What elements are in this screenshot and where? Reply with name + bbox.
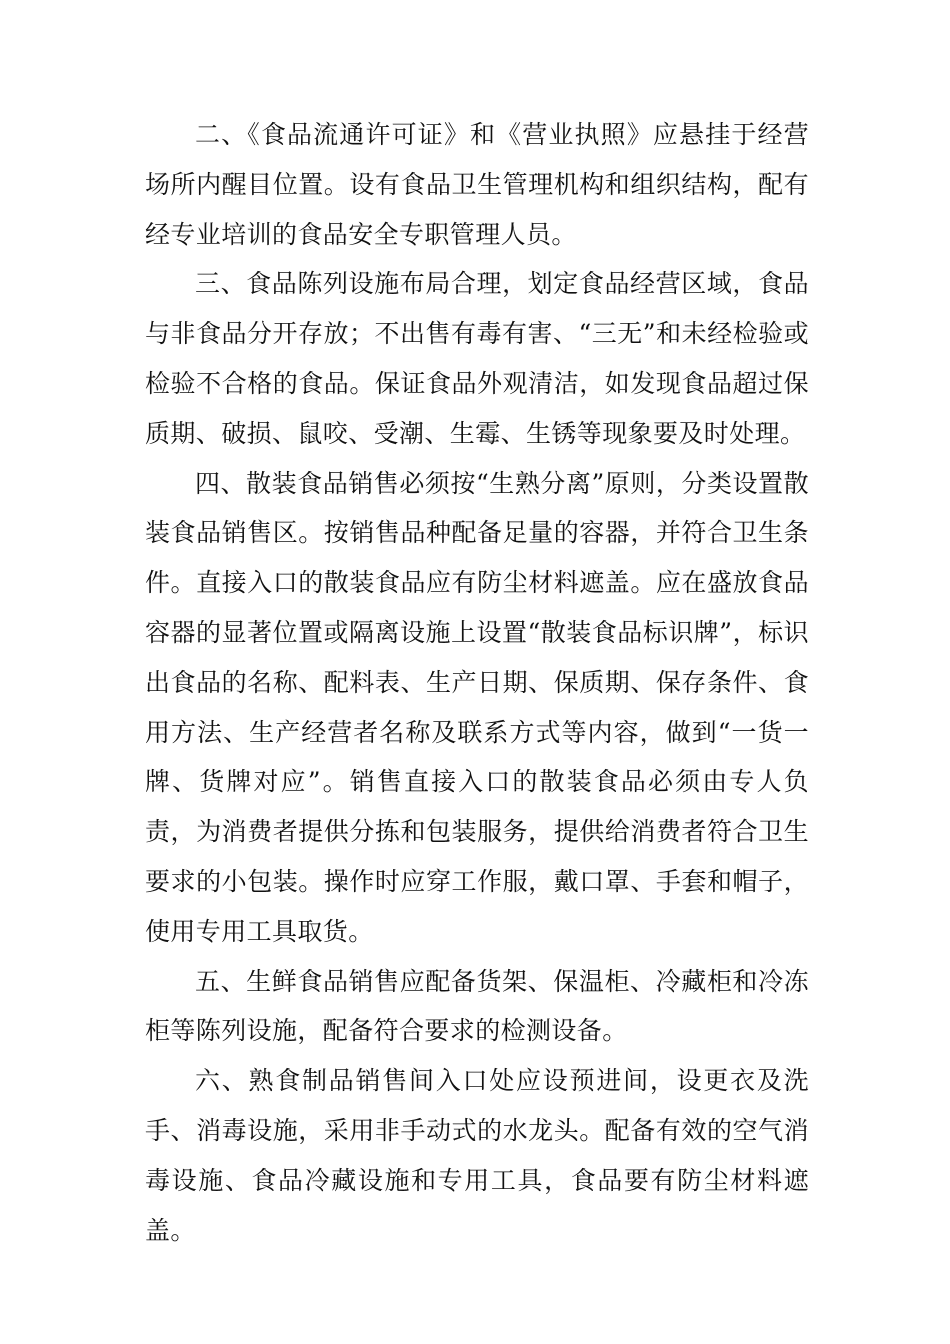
document-page (145, 110, 809, 1255)
paragraph-3: 三、食品陈列设施布局合理，划定食品经营区域，食品与非食品分开存放；不出售有毒有害、“三无”和未经检验或检验不合格的食品。保证食品外观清洁，如发现食品超过保质期、破损、鼠咬、受潮、生霉、生锈等现象要及时处理。 (145, 269, 809, 448)
paragraph-6: 六、熟食制品销售间入口处应设预进间，设更衣及洗手、消毒设施，采用非手动式的水龙头。配备有效的空气消毒设施、食品冷藏设施和专用工具，食品要有防尘材料遮盖。 (145, 1066, 809, 1245)
paragraph-2: 二、《食品流通许可证》和《营业执照》应悬挂于经营场所内醒目位置。设有食品卫生管理机构和组织结构，配有经专业培训的食品安全专职管理人员。 (145, 120, 809, 249)
paragraph-4: 四、散装食品销售必须按“生熟分离”原则，分类设置散装食品销售区。按销售品种配备足量的容器，并符合卫生条件。直接入口的散装食品应有防尘材料遮盖。应在盛放食品容器的显著位置或隔离设施上设置“散装食品标识牌”，标识出食品的名称、配料表、生产日期、保质期、保存条件、食用方法、生产经营者名称及联系方式等内容，做到“一货一牌、货牌对应”。销售直接入口的散装食品必须由专人负责，为消费者提供分拣和包装服务，提供给消费者符合卫生要求的小包装。操作时应穿工作服，戴口罩、手套和帽子，使用专用工具取货。 (145, 468, 809, 946)
paragraph-5: 五、生鲜食品销售应配备货架、保温柜、冷藏柜和冷冻柜等陈列设施，配备符合要求的检测设备。 (145, 966, 809, 1046)
